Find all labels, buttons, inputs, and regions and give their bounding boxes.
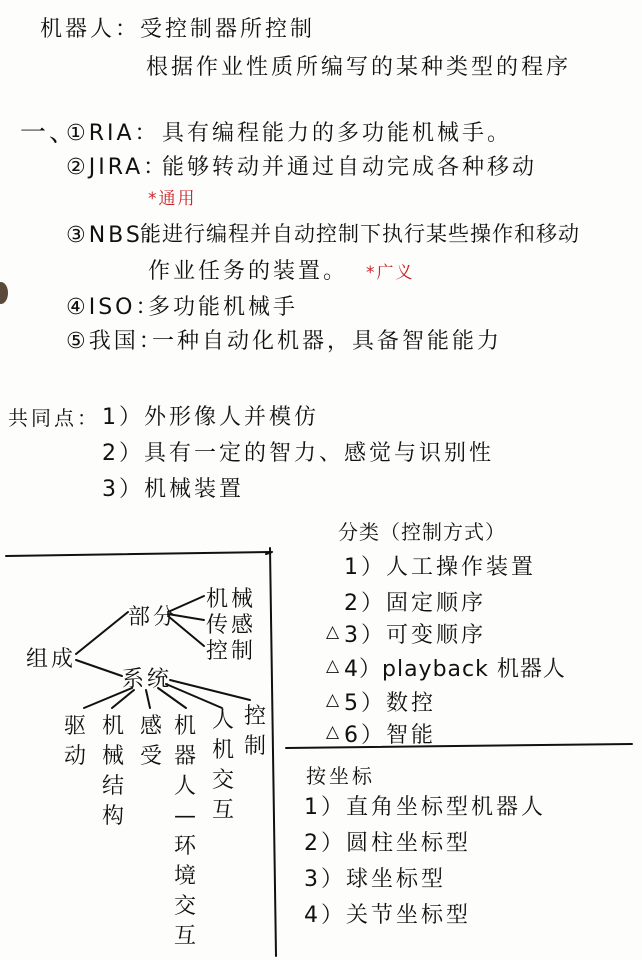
class-marker-5: △ xyxy=(326,690,343,710)
common-item-1: 1）外形像人并模仿 xyxy=(102,405,319,430)
def-text-iso: 多功能机械手 xyxy=(148,295,299,320)
note-broad: *广义 xyxy=(366,263,415,283)
system-item-control-text: 控制 xyxy=(243,704,266,759)
common-label: 共同点： xyxy=(8,406,100,430)
def-text-jira: 能够转动并通过自动完成各种移动 xyxy=(162,155,538,180)
def-label-ria: ①RIA： xyxy=(66,121,160,146)
class-item-1: 1）人工操作装置 xyxy=(344,555,536,580)
branch-root-part xyxy=(76,612,128,654)
system-item-perception-text: 感受 xyxy=(139,714,162,769)
coord-item-4: 4）关节坐标型 xyxy=(304,903,471,928)
part-item-sensing: 传感 xyxy=(206,613,257,638)
def-text-ria: 具有编程能力的多功能机械手。 xyxy=(162,121,513,146)
branch-root-system xyxy=(76,660,122,676)
def-text-nbs-2: 作业任务的装置。 xyxy=(148,259,349,284)
system-item-mechanical-structure xyxy=(100,712,126,832)
class-marker-4: △ xyxy=(326,656,343,676)
box-divider-line xyxy=(270,548,276,956)
branch-sys-5 xyxy=(166,684,222,708)
def-label-jira: ②JIRA： xyxy=(66,155,169,180)
def-label-china: ⑤我国： xyxy=(66,329,164,354)
section-marker: 一、 xyxy=(20,118,79,148)
composition-part: 部分 xyxy=(128,605,179,630)
def-label-nbs: ③NBS： xyxy=(66,223,168,248)
system-item-drive-text: 驱动 xyxy=(63,714,86,769)
coord-item-1: 1）直角坐标型机器人 xyxy=(304,795,546,820)
coord-item-3: 3）球坐标型 xyxy=(304,867,446,892)
coordinates-top-line xyxy=(286,744,632,748)
system-item-control xyxy=(242,702,268,762)
system-item-perception xyxy=(138,712,164,772)
part-item-control: 控制 xyxy=(206,639,257,664)
composition-system: 系统 xyxy=(122,667,173,692)
common-item-2: 2）具有一定的智力、感觉与识别性 xyxy=(102,441,494,466)
class-item-5: 5）数控 xyxy=(344,691,436,716)
system-item-human-machine xyxy=(210,706,236,826)
coordinates-title: 按坐标 xyxy=(306,764,375,788)
composition-root: 组成 xyxy=(26,647,77,672)
classification-title: 分类（控制方式） xyxy=(338,520,506,544)
system-item-robot-environment xyxy=(172,712,198,952)
common-item-3: 3）机械装置 xyxy=(102,477,244,502)
def-text-china: 一种自动化机器，具备智能能力 xyxy=(152,329,503,354)
class-item-6: 6）智能 xyxy=(344,723,436,748)
system-item-robot-environment-text: 机器人—环境交互 xyxy=(173,714,196,949)
def-text-nbs: 能进行编程并自动控制下执行某些操作和移动 xyxy=(140,222,580,246)
class-marker-6: △ xyxy=(326,722,343,742)
class-item-2: 2）固定顺序 xyxy=(344,591,486,616)
system-item-human-machine-text: 人机交互 xyxy=(211,708,234,823)
class-item-4: 4）playback 机器人 xyxy=(344,657,566,682)
definition-line-2: 根据作业性质所编写的某种类型的程序 xyxy=(146,55,572,80)
box-top-line xyxy=(6,552,270,556)
part-item-mechanical: 机械 xyxy=(206,587,257,612)
def-label-iso: ④ISO： xyxy=(66,295,161,320)
system-item-drive xyxy=(62,712,88,772)
note-general: *通用 xyxy=(148,189,197,209)
coord-item-2: 2）圆柱坐标型 xyxy=(304,831,471,856)
class-marker-3: △ xyxy=(326,622,343,642)
class-item-3: 3）可变顺序 xyxy=(344,623,486,648)
system-item-mechanical-structure-text: 机械结构 xyxy=(101,714,124,829)
definition-line-1: 机器人：受控制器所控制 xyxy=(40,17,316,42)
